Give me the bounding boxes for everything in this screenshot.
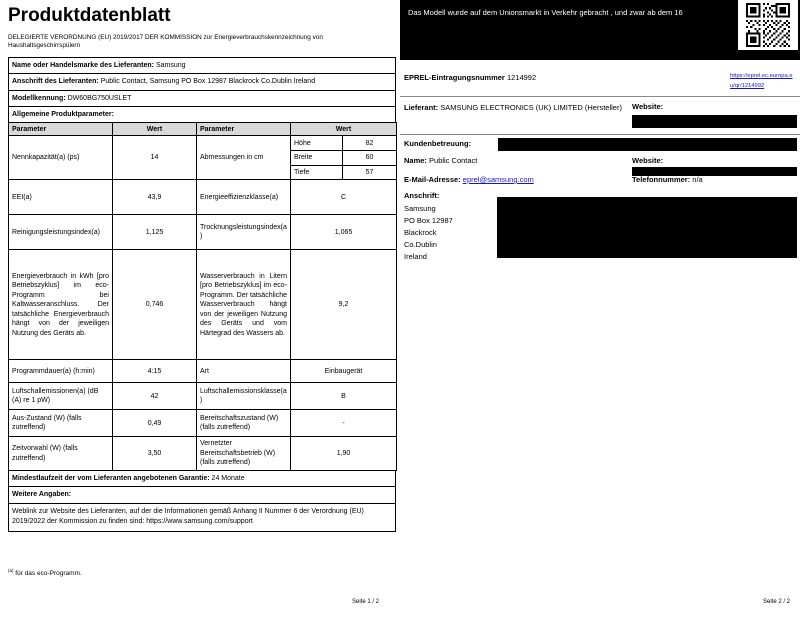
supplier-name-row — [8, 57, 396, 74]
param-value: 0,746 — [113, 250, 197, 360]
eprel-number-row — [404, 73, 536, 82]
website-label-text: Website: — [632, 156, 664, 165]
address-line: Blackrock — [404, 228, 437, 237]
param-label: Energieverbrauch in kWh [pro Betriebszyklus] im eco-Programm bei Kaltwasseranschluss. Der tatsächliche Energieverbrauch hängt von der jeweiligen Nutzung des Geräts ab. — [9, 250, 113, 360]
param-label: Wasserverbrauch in Litern [pro Betriebszyklus] im eco-Programm. Der tatsächliche Wasserverbrauch hängt von der jeweiligen Nutzung des Geräts und vom Härtegrad des Wassers ab. — [197, 250, 291, 360]
table-row-off-standby — [9, 410, 397, 437]
param-label: EEI(a) — [9, 180, 113, 215]
supplier-row — [404, 102, 630, 113]
dim-label: Höhe — [291, 136, 343, 150]
param-value: 9,2 — [291, 250, 397, 360]
supplier-address-row — [8, 73, 396, 90]
customer-service-header — [404, 139, 471, 148]
eprel-number: 1214992 — [506, 73, 537, 82]
dim-value: 60 — [365, 154, 374, 162]
params-table-header — [9, 123, 397, 136]
address-line: Ireland — [404, 252, 427, 261]
dimension-row-breite — [291, 151, 396, 166]
eprel-label: EPREL-Eintragungsnummer — [404, 73, 505, 82]
supplier-name-label: Name oder Handelsmarke des Lieferanten: — [12, 61, 154, 69]
dim-label: Tiefe — [291, 166, 343, 180]
param-label: Luftschallemissionsklasse(a) — [197, 383, 291, 410]
param-label: Aus-Zustand (W) (falls zutreffend) — [9, 410, 113, 437]
page-title: Produktdatenblatt — [8, 5, 171, 26]
col-header-parameter-2: Parameter — [197, 123, 291, 136]
param-label: Luftschallemissionen(a) (dB (A) re 1 pW) — [9, 383, 113, 410]
supplier-address-label: Anschrift des Lieferanten: — [12, 78, 99, 86]
email-link[interactable]: eprel@samsung.com — [462, 175, 534, 184]
dim-value: 57 — [365, 169, 374, 177]
param-label: Reinigungsleistungsindex(a) — [9, 215, 113, 250]
param-value: 1,90 — [291, 437, 397, 470]
email-row — [404, 175, 534, 184]
dimension-row-tiefe — [291, 166, 396, 180]
dimensions-table — [291, 136, 397, 180]
footnote-superscript: (a) — [8, 567, 14, 573]
weblink-text: Weblink zur Website des Lieferanten, auf der die Informationen gemäß Anhang II Nummer 6 der Verordnung (EU) 2019/2022 der Kommission zu finden sind: — [12, 507, 364, 526]
footnote — [8, 568, 396, 577]
model-id-label: Modellkennung: — [12, 94, 66, 102]
dimension-row-hoehe — [291, 136, 396, 151]
table-row-duration-type — [9, 360, 397, 383]
param-value: - — [291, 410, 397, 437]
contact-name-label: Name: — [404, 156, 427, 165]
param-label: Zeitvorwahl (W) (falls zutreffend) — [9, 437, 113, 470]
page-1-footer: Seite 1 / 2 — [352, 599, 380, 605]
param-label: Vernetzter Bereitschaftsbetrieb (W) (falls zutreffend) — [197, 437, 291, 470]
section-header-label: Allgemeine Produktparameter: — [12, 110, 114, 118]
table-row-eei — [9, 180, 397, 215]
param-value: B — [291, 383, 397, 410]
table-row-noise — [9, 383, 397, 410]
param-value: Einbaugerät — [291, 360, 397, 383]
divider — [400, 134, 800, 135]
more-info-label: Weitere Angaben: — [12, 491, 72, 499]
param-value: 3,50 — [113, 437, 197, 470]
address-label-text: Anschrift: — [404, 191, 440, 200]
col-header-wert-2: Wert — [291, 123, 397, 136]
supplier-label: Lieferant: — [404, 103, 439, 112]
eprel-qr-link[interactable]: https://eprel.ec.europa.eu/qr/1214992 — [730, 73, 793, 89]
website-label-2 — [632, 156, 663, 165]
col-header-parameter-1: Parameter — [9, 123, 113, 136]
datasheet-body — [8, 57, 396, 532]
section-header-general-params — [8, 106, 396, 123]
warranty-label: Mindestlaufzeit der vom Lieferanten angebotenen Garantie: — [12, 474, 210, 482]
address-label — [404, 191, 439, 200]
param-label: Trocknungsleistungsindex(a) — [197, 215, 291, 250]
col-header-wert-1: Wert — [113, 123, 197, 136]
website-label-1 — [632, 102, 663, 111]
dim-value: 82 — [365, 139, 374, 147]
warranty-row — [8, 470, 396, 487]
dimensions-rows — [291, 136, 396, 179]
phone-row — [632, 175, 703, 184]
param-value: 0,49 — [113, 410, 197, 437]
param-value: 43,9 — [113, 180, 197, 215]
param-label: Nennkapazität(a) (ps) — [9, 136, 113, 180]
table-row-delay-networked — [9, 437, 397, 470]
email-label: E-Mail-Adresse: — [404, 175, 461, 184]
param-label: Bereitschaftszustand (W) (falls zutreffend) — [197, 410, 291, 437]
table-row-capacity-dimensions — [9, 136, 397, 180]
address-line: PO Box 12987 — [404, 216, 453, 225]
redacted-bar — [632, 115, 797, 128]
param-label: Abmessungen in cm — [197, 136, 291, 180]
param-value: 4:15 — [113, 360, 197, 383]
customer-service-label: Kundenbetreuung: — [404, 139, 472, 148]
param-value: 42 — [113, 383, 197, 410]
divider — [400, 96, 800, 97]
param-value: 1,065 — [291, 215, 397, 250]
redacted-bar — [497, 197, 797, 258]
warranty-value: 24 Monate — [211, 474, 245, 482]
phone-value: n/a — [692, 175, 703, 184]
address-line: Samsung — [404, 204, 436, 213]
model-id-row — [8, 90, 396, 107]
weblink-row — [8, 503, 396, 532]
params-table — [8, 122, 397, 470]
table-row-consumption — [9, 250, 397, 360]
supplier-name-value: Samsung — [155, 61, 186, 69]
footnote-text: für das eco-Programm. — [13, 569, 82, 577]
page-1 — [8, 5, 396, 577]
param-value: 14 — [113, 136, 197, 180]
more-info-header — [8, 486, 396, 503]
weblink-url[interactable]: https://www.samsung.com/support — [146, 518, 253, 526]
supplier-value: SAMSUNG ELECTRONICS (UK) LIMITED (Hersteller) — [440, 103, 622, 112]
page-2 — [400, 0, 800, 618]
address-block — [404, 203, 453, 263]
website-label-text: Website: — [632, 102, 664, 111]
param-label: Art — [197, 360, 291, 383]
phone-label: Telefonnummer: — [632, 175, 691, 184]
regulation-subtitle: DELEGIERTE VERORDNUNG (EU) 2019/2017 DER KOMMISSION zur Energieverbrauchskennzeichnung von Haushaltsgeschirrspülern — [8, 34, 323, 50]
contact-name-row — [404, 156, 477, 165]
page-2-footer: Seite 2 / 2 — [763, 599, 791, 605]
contact-name-value: Public Contact — [429, 156, 478, 165]
param-value: C — [291, 180, 397, 215]
param-label: Programmdauer(a) (h:min) — [9, 360, 113, 383]
market-notice-text: Das Modell wurde auf dem Unionsmarkt in Verkehr gebracht , und zwar ab dem 16 — [408, 8, 683, 17]
table-row-cleaning-index — [9, 215, 397, 250]
param-value: 1,125 — [113, 215, 197, 250]
address-line: Co.Dublin — [404, 240, 437, 249]
param-label: Energieeffizienzklasse(a) — [197, 180, 291, 215]
redacted-bar — [498, 138, 797, 151]
qr-code-icon — [738, 0, 798, 50]
supplier-address-value: Public Contact, Samsung PO Box 12987 Blackrock Co.Dublin Ireland — [100, 78, 316, 86]
dim-label: Breite — [291, 151, 343, 165]
model-id-value: DW60BG750USLET — [67, 94, 132, 102]
